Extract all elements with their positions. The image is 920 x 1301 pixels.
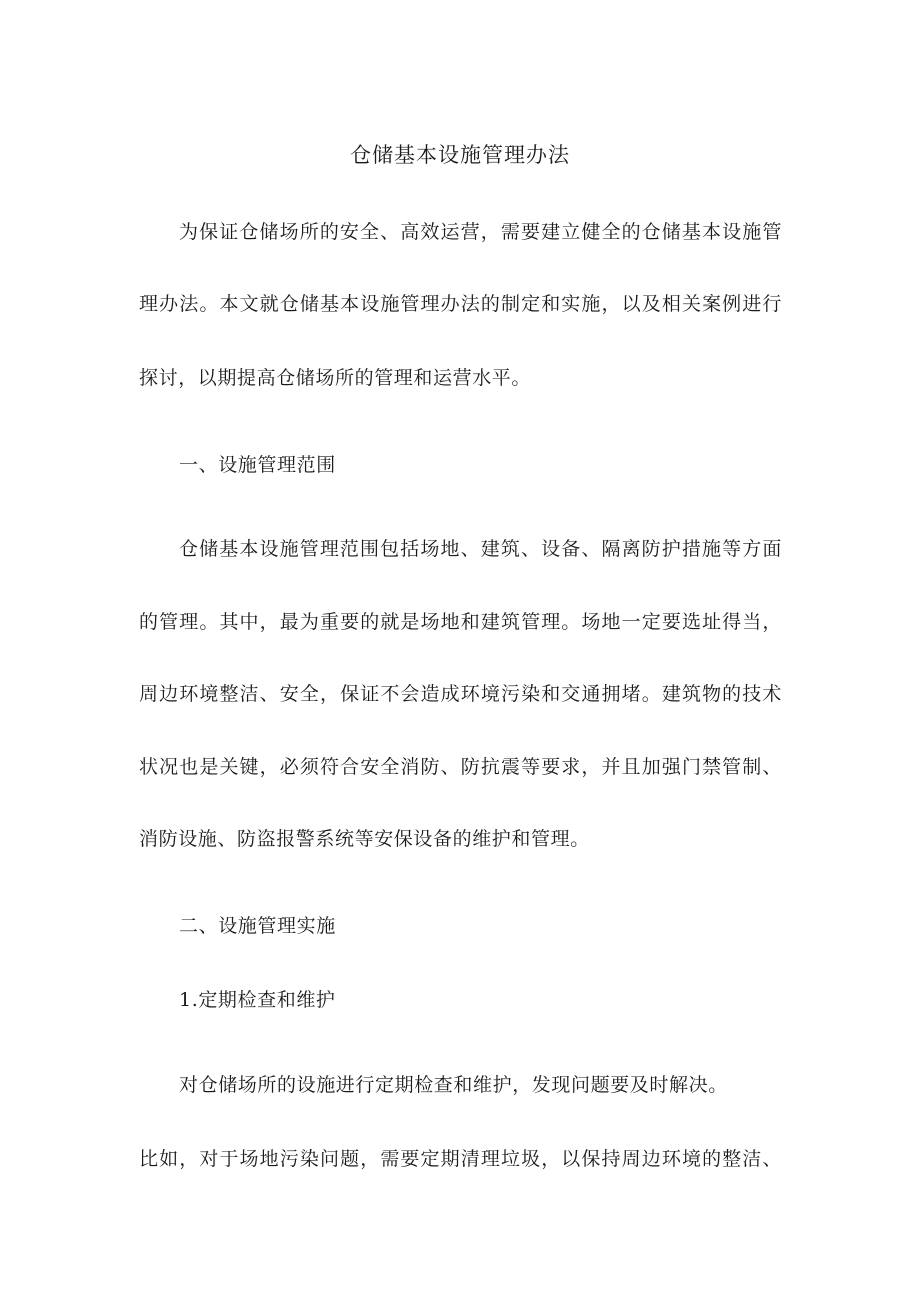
paragraph-line: 状况也是关键，必须符合安全消防、防抗震等要求，并且加强门禁管制、 xyxy=(139,756,782,778)
paragraph-line: 仓储基本设施管理范围包括场地、建筑、设备、隔离防护措施等方面 xyxy=(179,538,782,560)
paragraph-line: 对仓储场所的设施进行定期检查和维护，发现问题要及时解决。 xyxy=(179,1074,728,1096)
paragraph-line: 的管理。其中，最为重要的就是场地和建筑管理。场地一定要选址得当， xyxy=(139,611,782,633)
document-title: 仓储基本设施管理办法 xyxy=(350,143,570,167)
paragraph-line: 周边环境整洁、安全，保证不会造成环境污染和交通拥堵。建筑物的技术 xyxy=(139,683,782,705)
subsection-heading: 1.定期检查和维护 xyxy=(179,989,336,1011)
paragraph-line: 探讨，以期提高仓储场所的管理和运营水平。 xyxy=(139,367,532,389)
section-heading-2: 二、设施管理实施 xyxy=(179,915,336,937)
paragraph-line: 为保证仓储场所的安全、高效运营，需要建立健全的仓储基本设施管 xyxy=(179,221,782,243)
paragraph-line: 消防设施、防盗报警系统等安保设备的维护和管理。 xyxy=(139,828,590,850)
paragraph-line: 理办法。本文就仓储基本设施管理办法的制定和实施，以及相关案例进行 xyxy=(139,293,782,315)
section-heading-1: 一、设施管理范围 xyxy=(179,454,336,476)
paragraph-line: 比如，对于场地污染问题，需要定期清理垃圾，以保持周边环境的整洁、 xyxy=(139,1148,782,1170)
